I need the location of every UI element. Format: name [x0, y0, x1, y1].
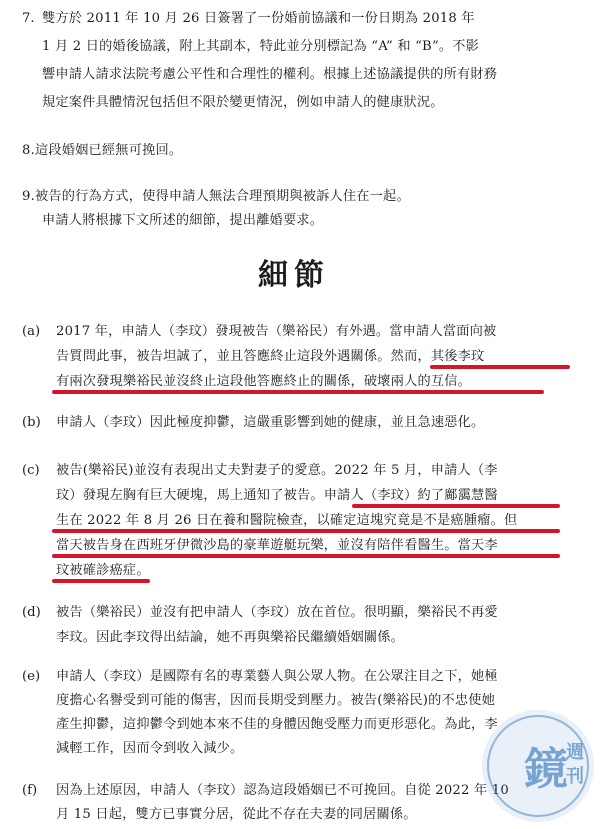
- item-d-line: 李玟。因此李玟得出結論，她不再與樂裕民繼續婚姻關係。: [56, 630, 405, 645]
- item-c-line: 當天被告身在西班牙伊微沙島的豪華遊艇玩樂，並沒有陪伴看醫生。當天李: [56, 538, 498, 553]
- item-d-label: (d): [22, 605, 41, 620]
- highlight-underline: [52, 554, 560, 558]
- highlight-underline: [52, 390, 544, 394]
- details-heading: 細節: [258, 258, 330, 293]
- section-9-line: 9.被告的行為方式，使得申請人無法合理預期與被訴人住在一起。: [22, 189, 410, 204]
- section-7-line: 雙方於 2011 年 10 月 26 日簽署了一份婚前協議和一份日期為 2018 年: [42, 11, 475, 26]
- section-8-text: 8.這段婚姻已經無可挽回。: [22, 143, 183, 158]
- section-7-line: 響申請人請求法院考慮公平性和合理性的權利。根據上述協議提供的所有財務: [42, 67, 498, 82]
- item-e-label: (e): [22, 669, 41, 684]
- item-f-line: 月 15 日起，雙方已事實分居，從此不存在夫妻的同居關係。: [56, 807, 417, 822]
- item-e-line: 產生抑鬱，這抑鬱令到她本來不佳的身體因飽受壓力而更形惡化。為此，李: [56, 717, 498, 732]
- item-a-line: 告質問此事，被告坦誠了，並且答應終止這段外遇關係。然而，其後李玟: [56, 349, 485, 364]
- section-9-line: 申請人將根據下文所述的細節，提出離婚要求。: [42, 213, 324, 228]
- section-7-line: 1 月 2 日的婚後協議，附上其副本，特此並分別標記為 “A” 和 “B”。不影: [42, 39, 480, 54]
- item-c-line: 被告(樂裕民)並沒有表現出丈夫對妻子的愛意。2022 年 5 月，申請人（李: [56, 463, 498, 478]
- item-e-line: 度擔心名譽受到可能的傷害，因而長期受到壓力。被告(樂裕民)的不忠使她: [56, 693, 496, 708]
- item-f-label: (f): [22, 783, 38, 798]
- section-7-line: 規定案件具體情況包括但不限於變更情況，例如申請人的健康狀況。: [42, 95, 444, 110]
- watermark-char: 鏡: [524, 744, 568, 795]
- highlight-underline: [52, 529, 560, 533]
- item-c-line: 生在 2022 年 8 月 26 日在養和醫院檢查，以確定這塊究竟是不是癌腫瘤。但: [56, 513, 518, 528]
- item-b-label: (b): [22, 415, 41, 430]
- watermark-char: 刊: [566, 766, 584, 787]
- mirror-media-watermark-logo: [470, 700, 598, 828]
- highlight-underline: [352, 504, 560, 508]
- item-f-line: 因為上述原因，申請人（李玟）認為這段婚姻已不可挽回。自從 2022 年 10: [56, 783, 509, 798]
- item-c-label: (c): [22, 463, 40, 478]
- item-b-line: 申請人（李玟）因此極度抑鬱，這嚴重影響到她的健康，並且急速惡化。: [56, 415, 485, 430]
- item-a-label: (a): [22, 324, 41, 339]
- item-e-line: 申請人（李玟）是國際有名的專業藝人與公眾人物。在公眾注目之下，她極: [56, 669, 498, 684]
- item-a-line: 有兩次發現樂裕民並沒終止這段他答應終止的關係，破壞兩人的互信。: [56, 374, 472, 389]
- watermark-char: 週: [566, 742, 584, 763]
- item-d-line: 被告（樂裕民）並沒有把申請人（李玟）放在首位。很明顯，樂裕民不再愛: [56, 605, 498, 620]
- highlight-underline: [52, 579, 150, 583]
- item-c-line: 玟被確診癌症。: [56, 563, 150, 578]
- item-c-line: 玟）發現左胸有巨大硬塊，馬上通知了被告。申請人（李玟）約了鄺靄慧醫: [56, 488, 498, 503]
- item-a-line: 2017 年，申請人（李玟）發現被告（樂裕民）有外遇。當申請人當面向被: [56, 324, 497, 339]
- section-7-label: 7.: [22, 11, 35, 26]
- item-e-line: 減輕工作，因而令到收入減少。: [56, 741, 244, 756]
- highlight-underline: [430, 365, 570, 369]
